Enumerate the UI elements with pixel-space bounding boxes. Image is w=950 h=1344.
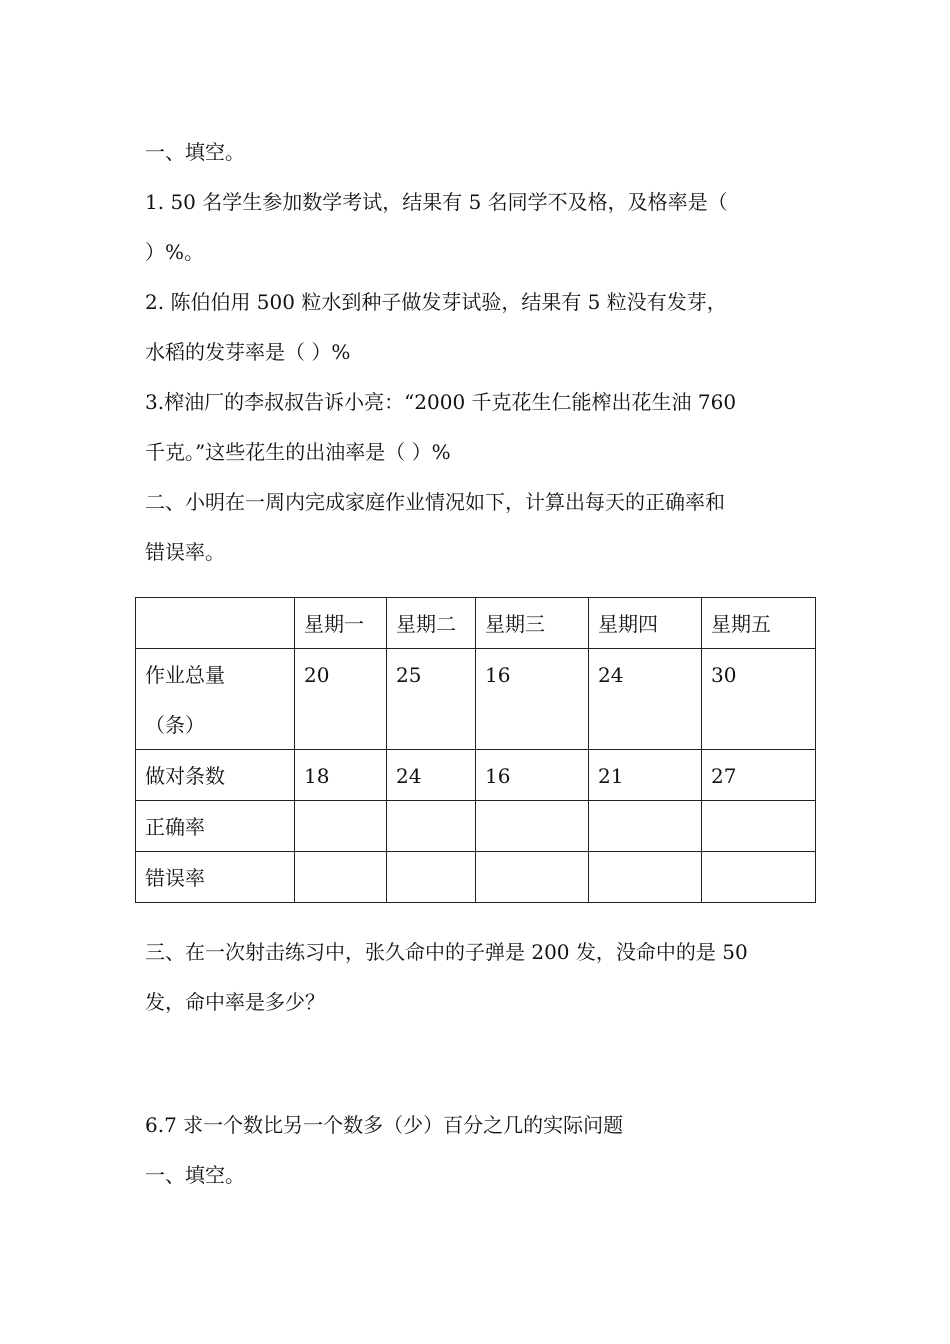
table-cell: 18 [295,750,387,801]
table-cell-empty [702,852,816,903]
table-cell: 30 [702,649,816,750]
section2-line-2: 错误率。 [145,540,225,564]
table-header-cell: 星期一 [295,598,387,649]
table-cell: 25 [387,649,476,750]
row-label-error: 错误率 [136,852,295,903]
table-cell: 16 [476,649,589,750]
table-cell: 24 [589,649,702,750]
table-cell-empty [476,801,589,852]
question-2-line-1: 2. 陈伯伯用 500 粒水到种子做发芽试验，结果有 5 粒没有发芽， [145,290,727,314]
table-cell-empty [295,801,387,852]
homework-table [135,597,816,903]
table-header-cell: 星期五 [702,598,816,649]
section3-line-2: 发，命中率是多少？ [145,990,325,1014]
question-1-line-2: ）%。 [145,240,205,264]
table-row-correct [136,750,816,801]
section1-heading: 一、填空。 [145,140,245,164]
question-3-line-2: 千克。”这些花生的出油率是（ ）% [145,440,451,464]
table-row-error [136,852,816,903]
table-header-cell: 星期四 [589,598,702,649]
section2-line-1: 二、小明在一周内完成家庭作业情况如下，计算出每天的正确率和 [145,490,725,514]
table-header-cell: 星期三 [476,598,589,649]
row-label-correct: 做对条数 [136,750,295,801]
table-row-total [136,649,816,750]
section3-line-1: 三、在一次射击练习中，张久命中的子弹是 200 发，没命中的是 50 [145,940,748,964]
section4-heading: 一、填空。 [145,1163,245,1187]
question-2-line-2: 水稻的发芽率是（ ）% [145,340,351,364]
table-cell: 20 [295,649,387,750]
section4-title: 6.7 求一个数比另一个数多（少）百分之几的实际问题 [145,1113,624,1137]
question-3-line-1: 3.榨油厂的李叔叔告诉小亮：“2000 千克花生仁能榨出花生油 760 [145,390,737,414]
table-row-rate [136,801,816,852]
table-cell-empty [702,801,816,852]
row-label-total-line-2: （条） [145,713,205,737]
row-label-total-line-1: 作业总量 [145,663,225,687]
row-label-total [136,649,295,750]
table-cell-empty [387,852,476,903]
table-cell-empty [589,852,702,903]
table-header-cell: 星期二 [387,598,476,649]
table-cell: 21 [589,750,702,801]
table-cell: 24 [387,750,476,801]
table-cell: 27 [702,750,816,801]
table-cell-empty [387,801,476,852]
question-1-line-1: 1. 50 名学生参加数学考试，结果有 5 名同学不及格，及格率是（ [145,190,728,214]
table-header-cell [136,598,295,649]
table-cell-empty [295,852,387,903]
row-label-rate: 正确率 [136,801,295,852]
table-cell: 16 [476,750,589,801]
table-cell-empty [476,852,589,903]
table-header-row [136,598,816,649]
table-cell-empty [589,801,702,852]
